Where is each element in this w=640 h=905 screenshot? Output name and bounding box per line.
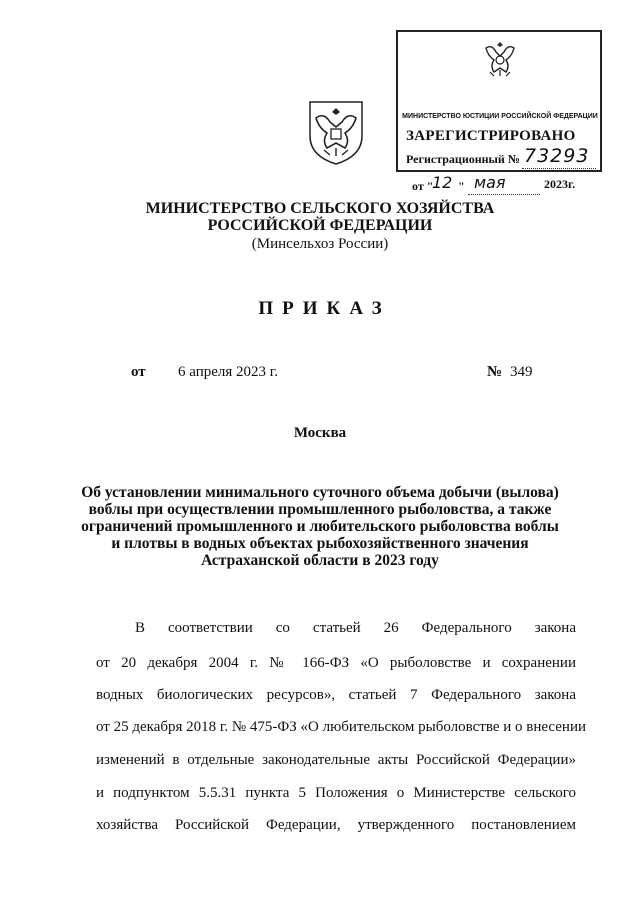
body-line: и подпунктом 5.5.31 пункта 5 Положения о Министерстве сельского (96, 785, 576, 801)
body-line: от 20 декабря 2004 г. № 166-ФЗ «О рыболовстве и сохранении (96, 655, 576, 671)
body-line: хозяйства Российской Федерации, утвержденного постановлением (96, 817, 576, 833)
body-line: изменений в отдельные законодательные акты Российской Федерации» (96, 752, 576, 768)
stamp-day: 12 (432, 173, 453, 192)
month-underline (468, 194, 540, 195)
stamp-ministry-name: МИНИСТЕРСТВО ЮСТИЦИИ РОССИЙСКОЙ ФЕДЕРАЦИИ (402, 113, 598, 120)
ministry-name (0, 200, 640, 234)
subject-line: Об установлении минимального суточного объема добычи (вылова) (81, 484, 559, 501)
subject-line: и плотвы в водных объектах рыбохозяйственного значения (111, 535, 529, 552)
order-number: 349 (510, 364, 533, 380)
city: Москва (293, 425, 347, 441)
registration-stamp (396, 30, 602, 193)
coat-of-arms-icon (300, 96, 372, 168)
number-label: № (487, 364, 503, 380)
stamp-month: мая (474, 173, 506, 192)
double-headed-eagle-icon (482, 38, 518, 78)
ministry-short-name: (Минсельхоз России) (251, 236, 389, 252)
subject-line: Астраханской области в 2023 году (201, 552, 439, 569)
stamp-status: ЗАРЕГИСТРИРОВАНО (406, 128, 576, 144)
subject-line: ограничений промышленного и любительского рыболовства воблы (81, 518, 559, 535)
document-type-title: ПРИКАЗ (258, 298, 391, 319)
body-line: водных биологических ресурсов», статьей 7 Федерального закона (96, 687, 576, 703)
date-label: от (131, 364, 146, 380)
order-date: 6 апреля 2023 г. (178, 364, 278, 380)
body-line: В соответствии со статьей 26 Федерального закона (135, 620, 576, 636)
stamp-date-prefix: от " (412, 179, 434, 193)
stamp-year: 2023г. (544, 177, 576, 191)
stamp-quote-close: " (458, 179, 465, 193)
stamp-reg-label: Регистрационный № (406, 152, 520, 166)
body-line: от 25 декабря 2018 г. № 475-ФЗ «О любительском рыболовстве и о внесении (96, 719, 586, 735)
reg-number-underline (522, 168, 596, 169)
stamp-reg-number: 73293 (524, 145, 590, 167)
ministry-name-line-1: МИНИСТЕРСТВО СЕЛЬСКОГО ХОЗЯЙСТВА (145, 200, 495, 217)
order-subject (0, 484, 640, 569)
ministry-name-line-2: РОССИЙСКОЙ ФЕДЕРАЦИИ (207, 217, 433, 234)
subject-line: воблы при осуществлении промышленного рыболовства, а также (88, 501, 552, 518)
